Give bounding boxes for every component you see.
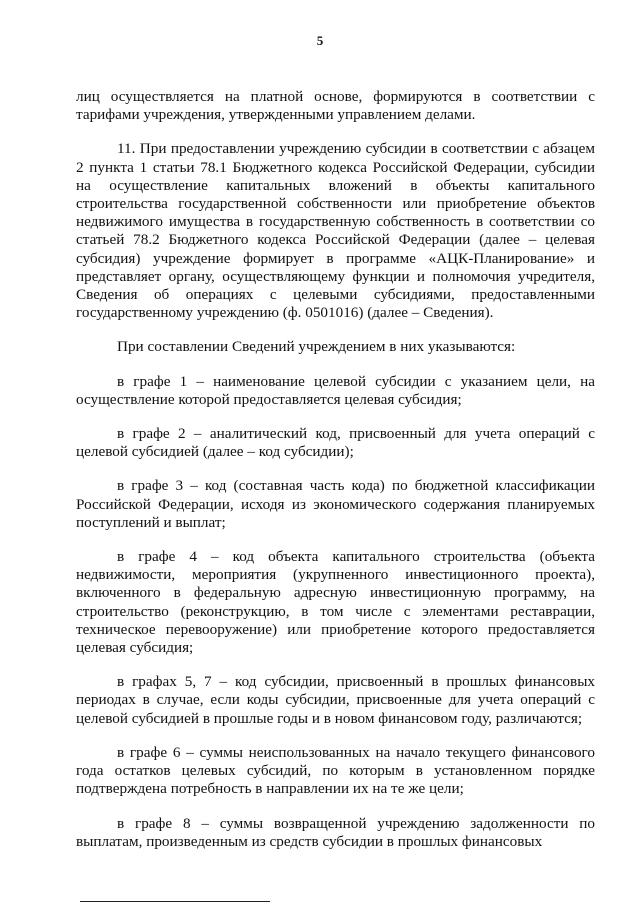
paragraph-column-4: в графе 4 – код объекта капитального строительства (объекта недвижимости, мероприятия (укрупненного инвестиционного проекта), включенного в федеральную адресную инвестиционную программу, на строительство (реконструкцию, в том числе с элементами реставрации, техническое перевооружение) или приобретение которого предоставляется целевая субсидия; xyxy=(76,548,595,657)
page-number: 5 xyxy=(316,33,324,48)
paragraph-continuation: лиц осуществляется на платной основе, формируются в соответствии с тарифами учреждения, утвержденными управлением делами. xyxy=(76,88,595,124)
paragraph-column-1: в графе 1 – наименование целевой субсидии с указанием цели, на осуществление которой предоставляется целевая субсидия; xyxy=(76,372,595,408)
document-body xyxy=(76,88,595,867)
paragraph-column-8: в графе 8 – суммы возвращенной учреждению задолженности по выплатам, произведенным из средств субсидии в прошлых финансовых xyxy=(76,814,595,850)
footer-rule xyxy=(80,901,270,902)
paragraph-column-3: в графе 3 – код (составная часть кода) по бюджетной классификации Российской Федерации, исходя из экономического содержания планируемых поступлений и выплат; xyxy=(76,477,595,531)
paragraph-columns-5-7: в графах 5, 7 – код субсидии, присвоенный в прошлых финансовых периодах в случае, если коды субсидии, присвоенные для учета операций с целевой субсидией в прошлые годы и в новом финансовом году, различаются; xyxy=(76,673,595,727)
paragraph-column-2: в графе 2 – аналитический код, присвоенный для учета операций с целевой субсидией (далее – код субсидии); xyxy=(76,425,595,461)
paragraph-intro-list: При составлении Сведений учреждением в них указываются: xyxy=(117,338,516,356)
paragraph-column-6: в графе 6 – суммы неиспользованных на начало текущего финансового года остатков целевых субсидий, по которым в установленном порядке подтверждена потребность в направлении их на те же цели; xyxy=(76,743,595,798)
paragraph-clause-11: 11. При предоставлении учреждению субсидии в соответствии с абзацем 2 пункта 1 статьи 78.1 Бюджетного кодекса Российской Федерации, субсидии на осуществление капитальных вложений в объекты капитального строительства государственной собственности или приобретение объектов недвижимого имущества в государственную собственность в соответствии со статьей 78.2 Бюджетного кодекса Российской Федерации (далее – целевая субсидия) учреждение формирует в программе «АЦК-Планирование» и представляет органу, осуществляющему функции и полномочия учредителя, Сведения об операциях с целевыми субсидиями, предоставленными государственному учреждению (ф. 0501016) (далее – Сведения). xyxy=(76,140,595,322)
